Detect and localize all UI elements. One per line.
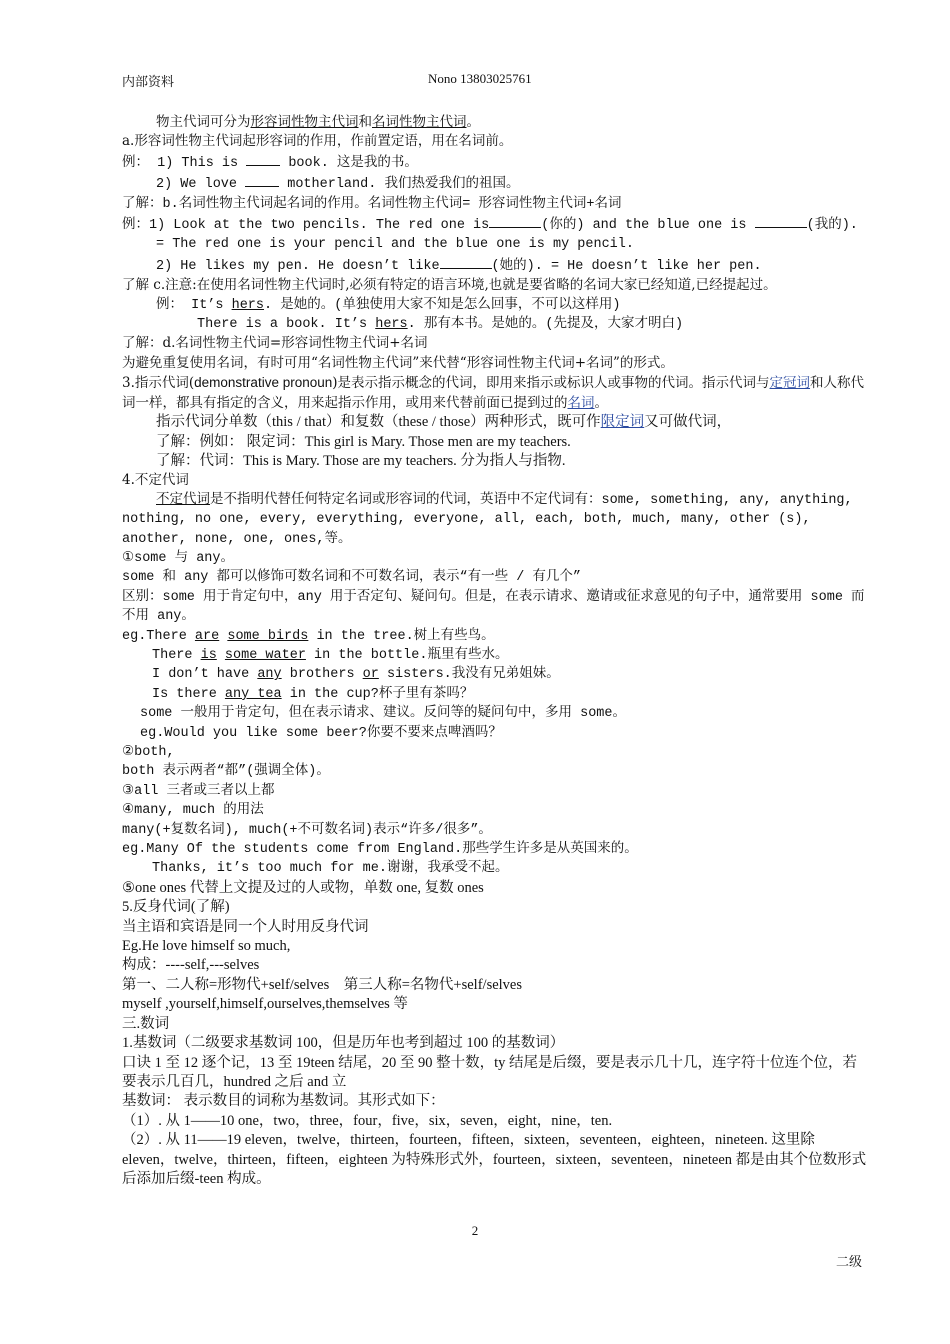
link-definite-article[interactable]: 定冠词: [769, 375, 811, 392]
line-example-2: 2) We love motherland. 我们热爱我们的祖国。: [122, 173, 870, 194]
line-example-1: 例： 1) This is book. 这是我的书。: [122, 152, 870, 173]
section-reflexive: 5.反身代词(了解): [122, 899, 230, 916]
footer-level: 二级: [836, 1255, 863, 1270]
line-eg-thanks: Thanks, it’s too much for me.谢谢，我承受不起。: [152, 861, 509, 877]
line-one-ones: ⑤one ones 代替上文提及过的人或物，单数 one, 复数 ones: [122, 879, 484, 896]
section-numerals: 三.数词: [122, 1015, 170, 1032]
line-eg-tea: Is there any tea in the cup?杯子里有茶吗？: [152, 686, 474, 702]
line-many-much: ④many, much 的用法: [122, 803, 264, 819]
header-center: Nono 13803025761: [428, 71, 532, 86]
line-context-note: 了解 c.注意:在使用名词性物主代词时,必须有特定的语言环境,也就是要省略的名词大家已经知道,已经提起过。: [122, 277, 777, 294]
line-some-any-meaning: some 和 any 都可以修饰可数名词和不可数名词，表示“有一些 / 有几个”: [122, 570, 582, 586]
line-eg-birds: eg.There are some birds in the tree.树上有些鸟。: [122, 628, 495, 644]
line-noun-possessive-formula: 了解：d.名词性物主代词=形容词性物主代词+名词: [122, 335, 428, 352]
line-example-hers-1: 例： It’s hers. 是她的。(单独使用大家不知是怎么回事，不可以这样用): [156, 297, 621, 313]
line-reflexive-list: myself ,yourself,himself,ourselves,themselves 等: [122, 996, 408, 1013]
line-many-much-meaning: many(+复数名词), much(+不可数名词)表示“许多/很多”。: [122, 822, 492, 838]
line-demonstrative-forms: 指示代词分单数（this / that）和复数（these / those）两种形式，既可作限定词又可做代词，: [156, 414, 732, 431]
header-left: 内部资料: [122, 74, 175, 89]
line-eg-brothers: I don’t have any brothers or sisters.我没有兄弟姐妹。: [152, 667, 560, 683]
section-indefinite: 4.不定代词: [122, 472, 189, 489]
line-some-usage: some 一般用于肯定句，但在表示请求、建议。反问等的疑问句中，多用 some。: [140, 706, 627, 722]
line-both-meaning: both 表示两者“都”(强调全体)。: [122, 764, 330, 780]
line-example-hers-2: There is a book. It’s hers. 那有本书。是她的。(先提及，大家才明白): [197, 317, 684, 333]
line-example-pencils: 例：1) Look at the two pencils. The red one is (你的) and the blue one is (我的).: [122, 214, 870, 235]
line-adj-possessive: a.形容词性物主代词起形容词的作用，作前置定语，用在名词前。: [122, 133, 513, 150]
line-some-any: ①some 与 any。: [122, 550, 235, 566]
line-pronoun-example: 了解：代词：This is Mary. Those are my teachers. 分为指人与指物.: [156, 452, 566, 469]
para-indefinite-list: 不定代词是不指明代替任何特定名词或形容词的代词，英语中不定代词有：some, something, any, anything, nothing, no one, every, everything, everyone, all, each, both, much, many, other (s), another, none, one, ones,等。: [122, 492, 853, 547]
link-determiner[interactable]: 限定词: [600, 414, 645, 431]
para-eleven-to-nineteen: （2）. 从 11——19 eleven，twelve，thirteen，fourteen，fifteen，sixteen，seventeen，eighteen，nineteen. 这里除 eleven，twelve，thirteen，fifteen，eighteen 为特殊形式外，fourteen，sixteen，seventeen，nineteen 都是由其个位数形式后添加后缀-teen 构成。: [122, 1132, 867, 1187]
link-noun[interactable]: 名词: [567, 394, 595, 411]
line-cardinal-heading: 1.基数词（二级要求基数词 100，但是历年也考到超过 100 的基数词）: [122, 1035, 565, 1052]
line-possessive-types: 物主代词可分为形容词性物主代词和名词性物主代词。: [156, 114, 480, 130]
line-eg-students: eg.Many Of the students come from England.那些学生许多是从英国来的。: [122, 842, 638, 858]
line-example-pen: 2) He likes my pen. He doesn’t like (她的). = He doesn’t like her pen.: [122, 255, 870, 276]
line-reflexive-usage: 当主语和宾语是同一个人时用反身代词: [122, 918, 369, 935]
line-eg-water: There is some water in the bottle.瓶里有些水。: [152, 647, 509, 663]
line-cardinal-definition: 基数词： 表示数目的词称为基数词。其形式如下：: [122, 1093, 445, 1110]
line-all: ③all 三者或三者以上都: [122, 783, 275, 799]
line-example-pencils-answer: = The red one is your pencil and the blue one is my pencil.: [156, 237, 634, 253]
line-some-any-difference: 区别：some 用于肯定句中，any 用于否定句、疑问句。但是，在表示请求、邀请或征求意见的句子中，通常要用 some 而不用 any。: [122, 589, 865, 625]
page-number: 2: [471, 1223, 479, 1238]
line-reflexive-form: 构成：----self,---selves: [122, 957, 260, 974]
line-reflexive-example: Eg.He love himself so much,: [122, 938, 291, 955]
line-avoid-repetition: 为避免重复使用名词，有时可用“名词性物主代词”来代替“形容词性物主代词+名词”的形式。: [122, 354, 674, 371]
line-eg-beer: eg.Would you like some beer?你要不要来点啤酒吗？: [140, 725, 502, 741]
line-noun-possessive: 了解：b.名词性物主代词起名词的作用。名词性物主代词= 形容词性物主代词+名词: [122, 196, 622, 212]
document-body: [122, 113, 870, 1189]
para-mnemonic: 口诀 1 至 12 逐个记，13 至 19teen 结尾，20 至 90 整十数，ty 结尾是后缀，要是表示几十几，连字符十位连个位，若要表示几百几，hundred 之后 and 立: [122, 1054, 858, 1090]
line-one-to-ten: （1）. 从 1——10 one，two，three，four，five，six，seven，eight，nine，ten.: [122, 1112, 613, 1129]
line-reflexive-persons: 第一、二人称=形物代+self/selves 第三人称=名物代+self/selves: [122, 976, 523, 993]
line-both: ②both,: [122, 745, 175, 760]
section-demonstrative: 3.指示代词(demonstrative pronoun)是表示指示概念的代词，即用来指示或标识人或事物的代词。指示代词与定冠词和人称代词一样，都具有指定的含义，用来起指示作用，或用来代替前面已提到过的名词。: [122, 375, 865, 411]
line-determiner-example: 了解：例如： 限定词：This girl is Mary. Those men are my teachers.: [156, 433, 571, 450]
